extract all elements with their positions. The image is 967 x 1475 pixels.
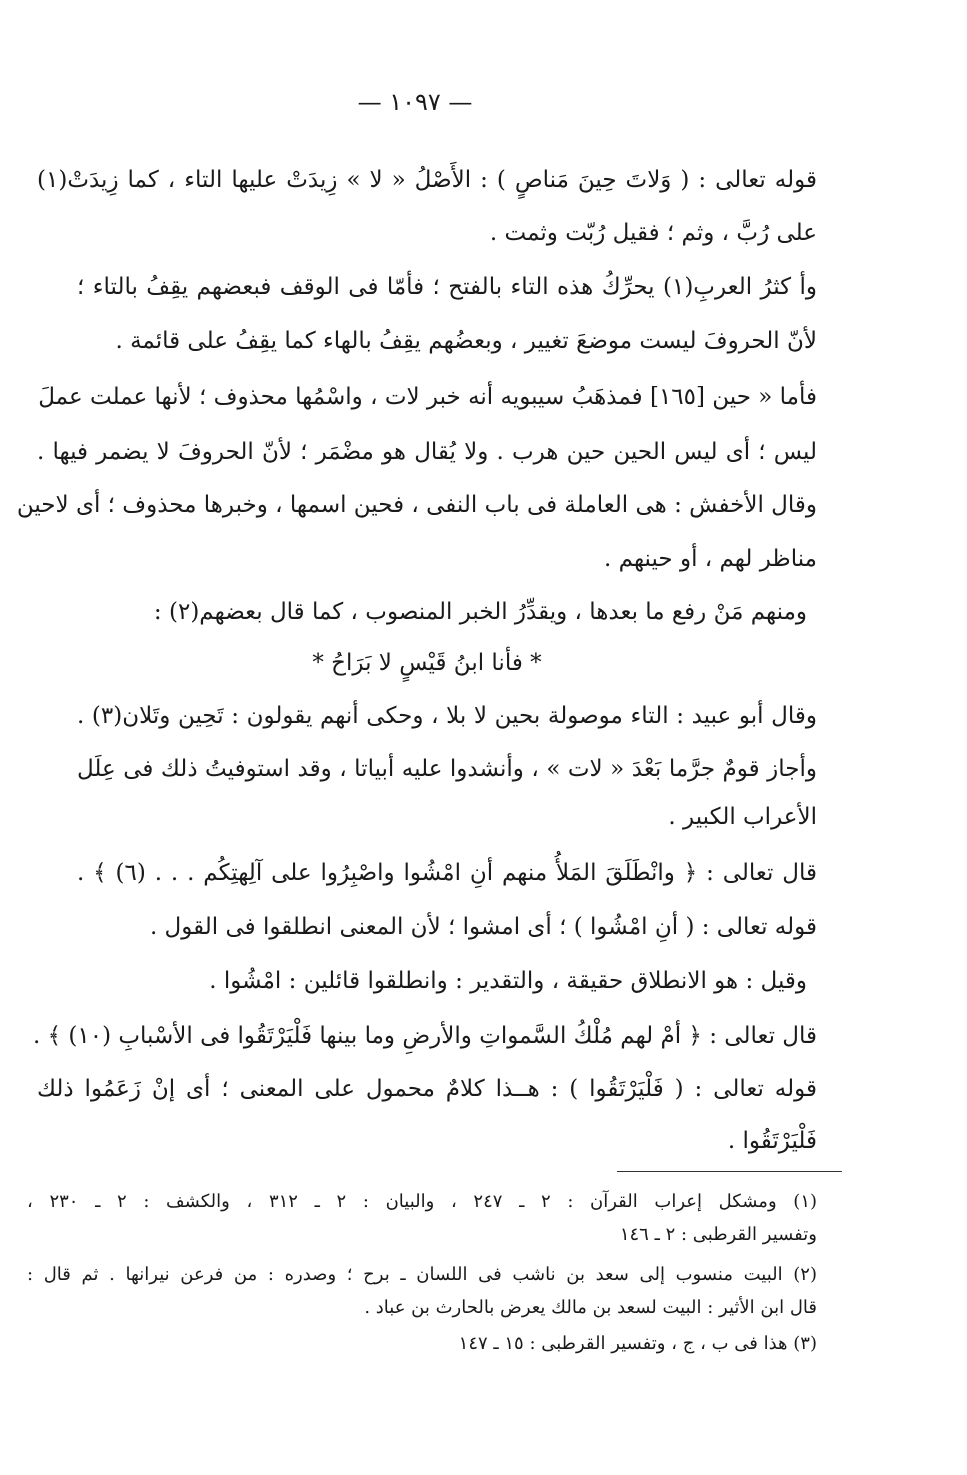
body-line: لأنّ الحروفَ ليست موضعَ تغيير ، وبعضُهم يقِفُ بالهاء كما يقِفُ على قائمة . [115,328,817,354]
body-line: قوله تعالى : ( فَلْيَرْتَقُوا ) : هــذا كلامٌ محمول على المعنى ؛ أى إنْ زَعَمُوا ذلك [37,1076,817,1102]
footnote-divider [617,1171,842,1172]
body-line: فَلْيَرْتَقُوا . [727,1128,817,1154]
quran-verse-line: قال تعالى : ﴿ وانْطَلَقَ المَلأُ منهم أنِ امْشُوا واصْبِرُوا على آلِهتِكُم . . . (٦) ﴾ . [77,860,817,886]
body-line: الأعراب الكبير . [668,804,817,830]
footnote-line: وتفسير القرطبى : ٢ ـ ١٤٦ [619,1224,817,1245]
body-line: قوله تعالى : ( أنِ امْشُوا ) ؛ أى امشوا ؛ لأن المعنى انطلقوا فى القول . [149,914,817,940]
body-line: وقال الأخفش : هى العاملة فى باب النفى ، فحين اسمها ، وخبرها محذوف ؛ أى لاحين [16,492,817,518]
body-line: ليس ؛ أى ليس الحين حين هرب . ولا يُقال هو مضْمَر ؛ لأنّ الحروفَ لا يضمر فيها . [37,439,817,465]
body-line: وقيل : هو الانطلاق حقيقة ، والتقدير : وانطلقوا قائلين : امْشُوا . [209,968,807,994]
body-line: فأما « حين [١٦٥] فمذهَبُ سيبويه أنه خبر لات ، واسْمُها محذوف ؛ لأنها عملت عملَ [38,384,817,410]
body-line: على رُبَّ ، وثم ؛ فقيل رُبّت وثمت . [489,220,817,246]
body-line: مناظر لهم ، أو حينهم . [604,546,817,572]
body-line: وأ كثرُ العربِ(١) يحرِّكُ هذه التاء بالفتح ؛ فأمّا فى الوقف فبعضهم يقِفُ بالتاء ؛ [77,274,818,300]
page-number: — ١٠٩٧ — [357,88,473,116]
quran-verse-line: قال تعالى : ﴿ أمْ لهم مُلْكُ السَّمواتِ والأرضِ وما بينها فَلْيَرْتَقُوا فى الأسْبابِ (١٠) ﴾ . [32,1023,817,1049]
footnote-line: قال ابن الأثير : البيت لسعد بن مالك يعرض بالحارث بن عباد . [364,1297,817,1318]
body-line: وأجاز قومٌ جرَّما بَعْدَ « لات » ، وأنشدوا عليه أبياتا ، وقد استوفيتُ ذلك فى عِلَل [77,756,817,782]
verse-line: * فأنا ابنُ قَيْسٍ لا بَرَاحُ * [312,650,542,676]
body-line: وقال أبو عبيد : التاء موصولة بحين لا بلا ، وحكى أنهم يقولون : تَحِين وتَلان(٣) . [77,703,817,729]
body-line: قوله تعالى : ( وَلاتَ حِينَ مَناصٍ ) : الأَصْلُ « لا » زِيدَتْ عليها التاء ، كما زِيدَتْ(١) [37,167,817,193]
body-line: ومنهم مَنْ رفع ما بعدها ، ويقدِّرُ الخبر المنصوب ، كما قال بعضهم(٢) : [153,599,807,625]
footnote-line: (٣) هذا فى ب ، ج ، وتفسير القرطبى : ١٥ ـ ١٤٧ [458,1333,817,1354]
footnote-line: (١) ومشكل إعراب القرآن : ٢ ـ ٢٤٧ ، والبيان : ٢ ـ ٣١٢ ، والكشف : ٢ ـ ٢٣٠ ، [27,1191,818,1212]
footnote-line: (٢) البيت منسوب إلى سعد بن ناشب فى اللسان ـ برح ؛ وصدره : من فرعن نيرانها . ثم قال : [27,1264,817,1285]
